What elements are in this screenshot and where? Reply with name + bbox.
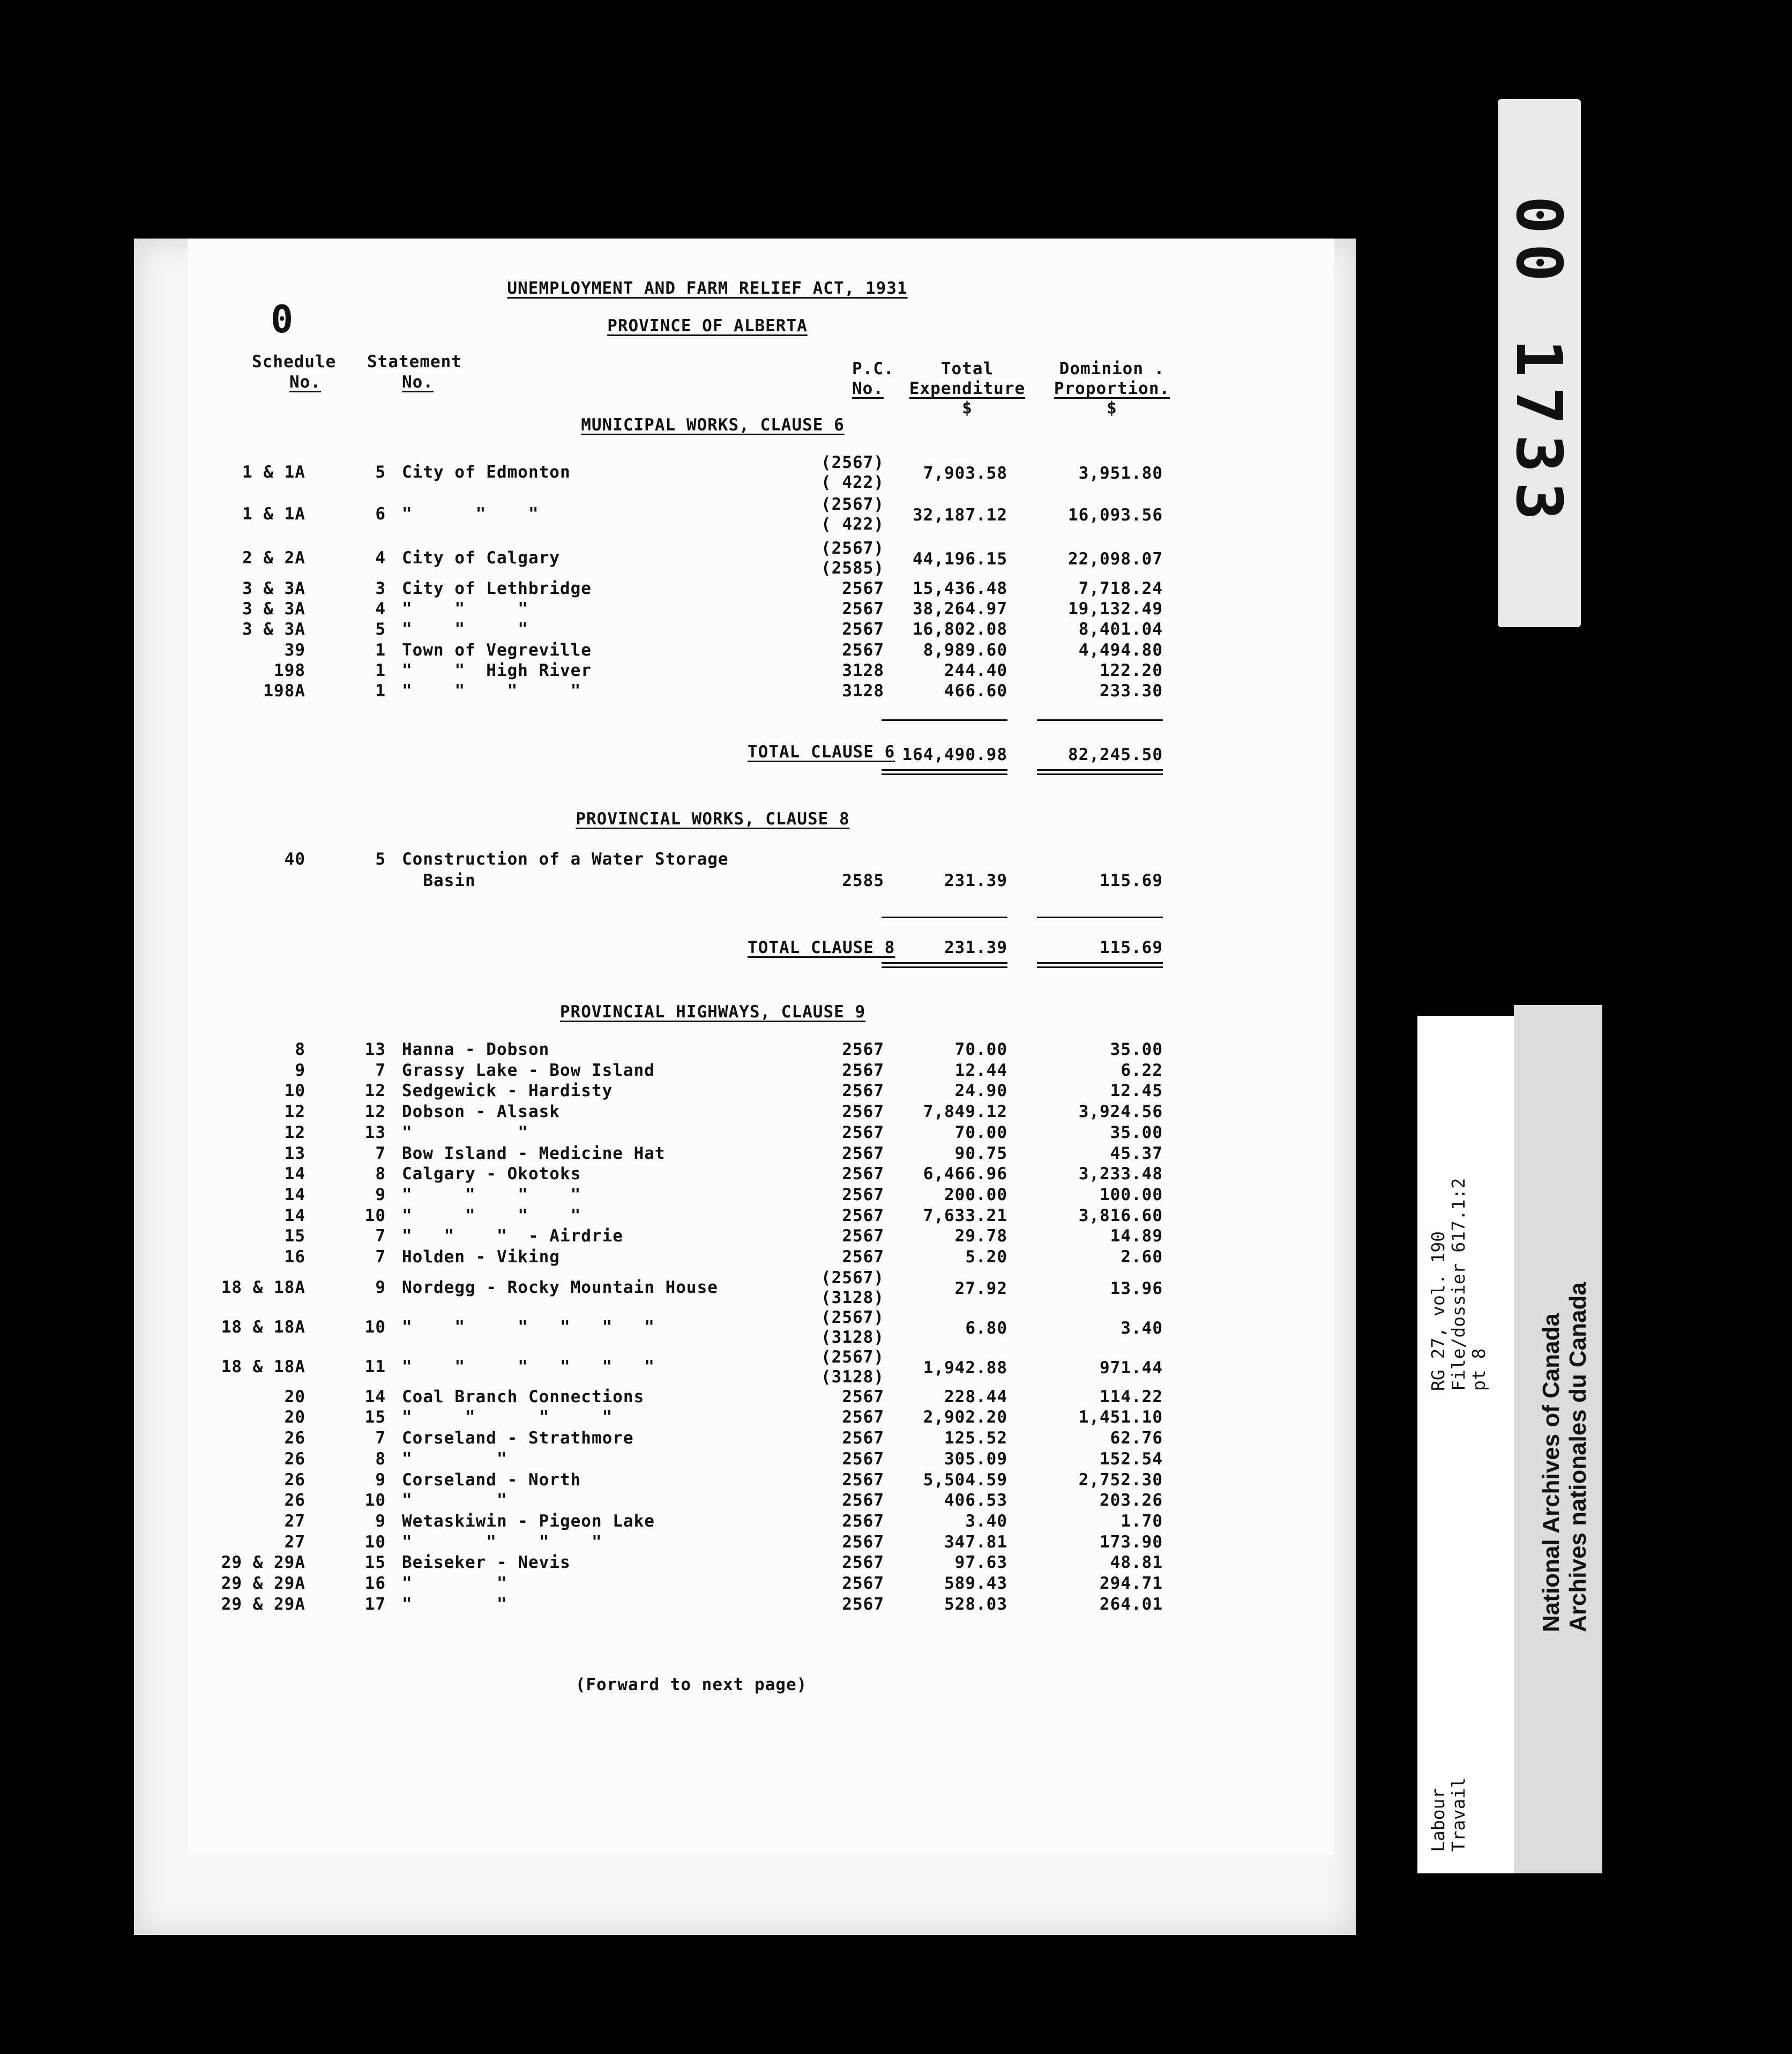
row-description: " " " [402,620,528,639]
row-schedule: 1 & 1A [242,504,305,524]
row-dominion: 3,233.48 [1078,1164,1163,1184]
row-pc: 2567 [842,1185,884,1204]
col-statement: Statement [367,352,462,371]
row-pc: 2567 [842,1164,884,1184]
row-statement: 14 [364,1387,386,1406]
row-pc: 2567 [842,1102,884,1122]
row-description: " " " " " " [402,1357,655,1376]
row-statement: 1 [375,661,386,680]
row-total: 8,989.60 [923,641,1007,660]
row-pc: 2567 [842,1511,884,1531]
reference-text [1428,1178,1489,1391]
row-statement: 7 [375,1060,386,1080]
row-pc-2: (3128) [821,1288,884,1307]
col-dominion: Dominion . [1059,359,1165,378]
row-dominion: 3,816.60 [1078,1205,1163,1225]
row-statement: 1 [375,681,386,701]
row-total: 228.44 [944,1387,1007,1406]
page-subtitle: PROVINCE OF ALBERTA [607,316,808,336]
row-dominion: 264.01 [1100,1594,1163,1614]
row-pc-2: (2585) [821,559,884,578]
row-pc: 2567 [842,1574,884,1593]
row-description: " " [402,1122,528,1142]
row-schedule: 198 [274,661,305,680]
row-schedule: 3 & 3A [242,620,305,639]
ref-line2: File/dossier 617.1:2 [1448,1178,1469,1391]
row-description: " " [402,1594,507,1614]
row-pc: 2567 [842,1387,884,1406]
row-schedule: 14 [284,1164,305,1184]
row-pc: (2567) [821,1268,884,1288]
total-rule [882,769,1007,771]
row-description: Corseland - Strathmore [402,1428,634,1448]
row-schedule: 8 [295,1040,305,1059]
row-total: 200.00 [944,1185,1007,1204]
row-pc: 3128 [842,661,884,680]
row-total: 27.92 [954,1278,1007,1298]
row-pc: 2567 [842,1553,884,1573]
row-dominion: 294.71 [1100,1574,1163,1593]
row-schedule: 15 [284,1226,305,1246]
row-statement: 7 [375,1226,386,1246]
row-dominion: 45.37 [1110,1143,1163,1163]
total-rule [1037,773,1163,775]
row-pc: (2567) [821,453,884,472]
row-statement: 10 [364,1317,386,1337]
row-pc: 2567 [842,1081,884,1101]
row-description: " " [402,1491,507,1510]
row-dominion: 2,752.30 [1078,1470,1163,1490]
row-pc: 2567 [842,620,884,639]
row-schedule: 16 [284,1247,305,1267]
row-schedule: 39 [284,641,305,660]
row-schedule: 3 & 3A [242,579,305,598]
row-pc: 2567 [842,1205,884,1225]
row-statement: 5 [375,850,386,869]
footer-note: (Forward to next page) [575,1675,808,1694]
row-pc: 2567 [842,599,884,619]
row-total: 7,633.21 [923,1205,1007,1225]
row-statement: 11 [364,1357,386,1376]
row-pc: (2567) [821,539,884,558]
row-total: 90.75 [954,1143,1007,1163]
row-total: 5.20 [965,1247,1007,1267]
row-description: Sedgewick - Hardisty [402,1081,613,1101]
department-text [1428,1777,1469,1852]
row-schedule: 18 & 18A [221,1277,305,1297]
row-total: 29.78 [954,1226,1007,1246]
row-pc: 2567 [842,641,884,660]
row-total: 1,942.88 [923,1358,1007,1378]
row-statement: 9 [375,1470,386,1490]
row-pc: 2567 [842,1040,884,1059]
row-description: Beiseker - Nevis [402,1553,571,1573]
row-statement: 10 [364,1491,386,1510]
row-description: Corseland - North [402,1470,581,1490]
row-schedule: 3 & 3A [242,599,305,619]
row-statement: 16 [364,1574,386,1593]
row-schedule: 29 & 29A [221,1553,305,1573]
row-pc: 2567 [842,1449,884,1469]
col-total-2: Expenditure [909,379,1026,398]
row-total: 44,196.15 [913,549,1007,569]
row-dominion: 35.00 [1110,1040,1163,1059]
total-dominion-clause-6: 82,245.50 [1068,745,1163,764]
row-dominion: 48.81 [1110,1553,1163,1573]
row-total: 24.90 [954,1081,1007,1101]
row-total: 32,187.12 [913,505,1007,525]
row-description: Construction of a Water Storage [402,850,729,869]
row-schedule: 26 [284,1491,305,1510]
row-total: 7,849.12 [923,1102,1007,1122]
row-description: " " " " [402,1185,581,1204]
document-page [134,239,1356,1935]
row-dominion: 13.96 [1110,1278,1163,1298]
row-statement: 6 [375,504,386,524]
row-total: 305.09 [944,1449,1007,1469]
row-pc: 2567 [842,1060,884,1080]
row-pc: 2567 [842,1143,884,1163]
total-rule [882,962,1007,964]
row-dominion: 115.69 [1100,871,1163,890]
row-pc: 2567 [842,1428,884,1448]
row-schedule: 10 [284,1081,305,1101]
row-description: Bow Island - Medicine Hat [402,1143,666,1163]
subtotal-rule [882,719,1007,721]
row-description: City of Lethbridge [402,579,592,598]
row-schedule: 26 [284,1449,305,1469]
row-schedule: 14 [284,1205,305,1225]
row-statement: 10 [364,1532,386,1552]
row-statement: 1 [375,641,386,660]
ledger [134,239,1356,1935]
row-schedule: 29 & 29A [221,1594,305,1614]
row-schedule: 14 [284,1185,305,1204]
subtotal-rule [882,917,1007,918]
row-statement: 7 [375,1428,386,1448]
row-schedule: 20 [284,1387,305,1406]
department-fr: Travail [1448,1777,1469,1852]
row-pc: 2567 [842,1408,884,1427]
row-pc-2: (3128) [821,1367,884,1387]
total-rule [882,966,1007,968]
row-total: 70.00 [954,1122,1007,1142]
row-pc: 2567 [842,1122,884,1142]
row-dominion: 114.22 [1100,1387,1163,1406]
row-total: 6,466.96 [923,1164,1007,1184]
row-schedule: 27 [284,1532,305,1552]
row-pc-2: ( 422) [821,473,884,492]
row-dominion: 233.30 [1100,681,1163,701]
row-total: 244.40 [944,661,1007,680]
row-description: City of Calgary [402,548,560,568]
row-total: 5,504.59 [923,1470,1007,1490]
row-schedule: 18 & 18A [221,1317,305,1337]
row-total: 347.81 [944,1532,1007,1552]
row-description: " " " " [402,1532,602,1552]
row-schedule: 2 & 2A [242,548,305,568]
row-dominion: 4,494.80 [1078,641,1163,660]
row-dominion: 3,951.80 [1078,464,1163,483]
row-dominion: 12.45 [1110,1081,1163,1101]
row-description: Coal Branch Connections [402,1387,645,1406]
subtotal-rule [1037,917,1163,918]
row-total: 12.44 [954,1060,1007,1080]
row-dominion: 2.60 [1121,1247,1163,1267]
section-heading-provincial-works: PROVINCIAL WORKS, CLAUSE 8 [576,809,850,829]
row-total: 466.60 [944,681,1007,701]
row-description: " " " " [402,1205,581,1225]
row-total: 15,436.48 [913,579,1007,598]
section-heading-municipal: MUNICIPAL WORKS, CLAUSE 6 [581,415,845,435]
row-pc: (2567) [821,1307,884,1327]
reference-label [1417,1016,1514,1873]
total-expenditure-clause-6: 164,490.98 [902,745,1007,764]
row-pc: (2567) [821,495,884,514]
row-dominion: 122.20 [1100,661,1163,680]
row-dominion: 971.44 [1100,1358,1163,1378]
section-heading-highways: PROVINCIAL HIGHWAYS, CLAUSE 9 [559,1002,866,1022]
stamp-number: 00 1733 [1502,196,1576,530]
row-statement: 7 [375,1247,386,1267]
row-description: Basin [402,871,476,890]
archives-en: National Archives of Canada [1538,1313,1564,1632]
row-pc: 2567 [842,1470,884,1490]
row-dominion: 100.00 [1100,1185,1163,1204]
row-total: 70.00 [954,1040,1007,1059]
col-dominion-2: Proportion. [1054,379,1170,398]
row-total: 2,902.20 [923,1408,1007,1427]
row-dominion: 16,093.56 [1068,505,1163,525]
row-pc: 2567 [842,1247,884,1267]
row-pc: 2567 [842,579,884,598]
row-statement: 13 [364,1122,386,1142]
row-pc-2: ( 422) [821,515,884,534]
col-dominion-unit: $ [1107,398,1117,418]
col-pc-no: No. [852,379,884,398]
row-dominion: 8,401.04 [1078,620,1163,639]
row-schedule: 12 [284,1102,305,1122]
row-dominion: 22,098.07 [1068,549,1163,569]
row-schedule: 18 & 18A [221,1357,305,1376]
row-total: 6.80 [965,1318,1007,1338]
row-statement: 5 [375,463,386,482]
row-schedule: 26 [284,1470,305,1490]
row-schedule: 9 [295,1060,305,1080]
row-description: " " " " " " [402,1317,655,1337]
row-description: " " " " [402,1408,613,1427]
row-dominion: 203.26 [1100,1491,1163,1510]
row-description: Holden - Viking [402,1247,560,1267]
row-description: " " " " [402,681,581,701]
row-description: Town of Vegreville [402,641,592,660]
row-pc: 2585 [842,871,884,890]
total-expenditure-clause-8: 231.39 [944,938,1007,957]
total-rule [1037,966,1163,968]
row-total: 125.52 [944,1428,1007,1448]
row-description: City of Edmonton [402,463,571,482]
row-statement: 13 [364,1040,386,1059]
row-schedule: 40 [284,850,305,869]
row-statement: 7 [375,1143,386,1163]
row-total: 589.43 [944,1574,1007,1593]
row-total: 16,802.08 [913,620,1007,639]
ref-line1: RG 27, vol. 190 [1428,1231,1448,1391]
row-statement: 3 [375,579,386,598]
row-dominion: 1,451.10 [1078,1408,1163,1427]
row-statement: 5 [375,620,386,639]
row-total: 528.03 [944,1594,1007,1614]
row-statement: 15 [364,1553,386,1573]
department-en: Labour [1428,1788,1448,1852]
row-schedule: 198A [263,681,305,701]
total-rule [1037,962,1163,964]
row-description: Grassy Lake - Bow Island [402,1060,655,1080]
row-dominion: 35.00 [1110,1122,1163,1142]
margin-mark: 0 [271,297,294,341]
row-dominion: 7,718.24 [1078,579,1163,598]
total-rule [1037,769,1163,771]
row-total: 7,903.58 [923,464,1007,483]
col-total: Total [940,359,994,378]
row-statement: 9 [375,1511,386,1531]
total-dominion-clause-8: 115.69 [1100,938,1163,957]
col-schedule-no: No. [289,373,321,392]
row-schedule: 26 [284,1428,305,1448]
col-pc: P.C. [852,359,894,378]
row-dominion: 173.90 [1100,1532,1163,1552]
row-schedule: 20 [284,1408,305,1427]
row-total: 97.63 [954,1553,1007,1573]
col-schedule: Schedule [252,352,337,371]
row-schedule: 27 [284,1511,305,1531]
row-pc: 2567 [842,1226,884,1246]
row-total: 3.40 [965,1511,1007,1531]
row-statement: 9 [375,1185,386,1204]
row-description: " " " [402,504,539,524]
row-dominion: 152.54 [1100,1449,1163,1469]
row-description: Nordegg - Rocky Mountain House [402,1277,718,1297]
row-statement: 4 [375,599,386,619]
row-dominion: 1.70 [1121,1511,1163,1531]
col-total-unit: $ [962,398,973,418]
col-statement-no: No. [402,373,434,392]
row-pc: 2567 [842,1532,884,1552]
page-title: UNEMPLOYMENT AND FARM RELIEF ACT, 1931 [507,279,908,298]
row-total: 406.53 [944,1491,1007,1510]
row-description: " " High River [402,661,592,680]
row-statement: 9 [375,1277,386,1297]
row-statement: 8 [375,1449,386,1469]
ref-line3: pt 8 [1468,1348,1489,1391]
row-dominion: 14.89 [1110,1226,1163,1246]
row-description: Calgary - Okotoks [402,1164,581,1184]
stamp-label [1498,99,1581,627]
row-schedule: 12 [284,1122,305,1142]
row-description: " " " [402,599,528,619]
row-statement: 10 [364,1205,386,1225]
row-schedule: 1 & 1A [242,463,305,482]
row-dominion: 62.76 [1110,1428,1163,1448]
row-description: " " [402,1574,507,1593]
row-dominion: 3,924.56 [1078,1102,1163,1122]
archives-fr: Archives nationales du Canada [1565,1282,1591,1632]
row-dominion: 3.40 [1121,1318,1163,1338]
row-statement: 17 [364,1594,386,1614]
row-description: Wetaskiwin - Pigeon Lake [402,1511,655,1531]
archives-text [1538,1282,1592,1632]
row-schedule: 13 [284,1143,305,1163]
row-description: Dobson - Alsask [402,1102,560,1122]
row-statement: 4 [375,548,386,568]
row-total: 231.39 [944,871,1007,890]
row-description: " " [402,1449,507,1469]
row-pc: 2567 [842,1594,884,1614]
row-dominion: 6.22 [1121,1060,1163,1080]
row-pc: 2567 [842,1491,884,1510]
total-label-clause-6: TOTAL CLAUSE 6 [748,742,895,762]
row-statement: 8 [375,1164,386,1184]
row-statement: 12 [364,1081,386,1101]
row-pc: (2567) [821,1347,884,1367]
total-label-clause-8: TOTAL CLAUSE 8 [748,938,895,957]
row-statement: 15 [364,1408,386,1427]
row-description: Hanna - Dobson [402,1040,550,1059]
archives-label [1514,1005,1602,1873]
row-dominion: 19,132.49 [1068,599,1163,619]
subtotal-rule [1037,719,1163,721]
total-rule [882,773,1007,775]
row-total: 38,264.97 [913,599,1007,619]
row-pc: 3128 [842,681,884,701]
row-description: " " " - Airdrie [402,1226,623,1246]
row-schedule: 29 & 29A [221,1574,305,1593]
row-pc-2: (3128) [821,1327,884,1347]
row-statement: 12 [364,1102,386,1122]
